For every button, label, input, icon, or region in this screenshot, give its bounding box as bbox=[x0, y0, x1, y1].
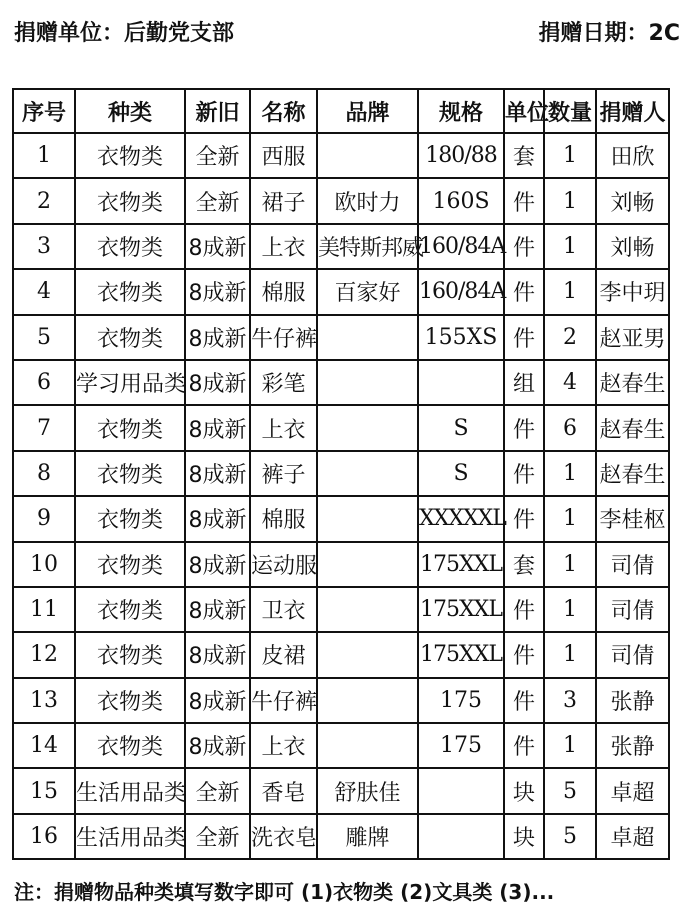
cell-quantity: 1 bbox=[544, 451, 596, 496]
table-row bbox=[13, 678, 669, 723]
cell-brand bbox=[317, 315, 418, 360]
cell-quantity: 2 bbox=[544, 315, 596, 360]
cell-brand bbox=[317, 587, 418, 632]
cell-quantity: 1 bbox=[544, 723, 596, 768]
table-row bbox=[13, 587, 669, 632]
cell-brand: 雕牌 bbox=[317, 814, 418, 859]
cell-condition: 全新 bbox=[185, 133, 250, 178]
cell-unit: 块 bbox=[504, 768, 544, 813]
cell-category: 生活用品类 bbox=[75, 768, 185, 813]
table-row bbox=[13, 814, 669, 859]
cell-donor: 司倩 bbox=[596, 542, 669, 587]
cell-unit: 件 bbox=[504, 723, 544, 768]
cell-condition: 8成新 bbox=[185, 678, 250, 723]
cell-brand bbox=[317, 723, 418, 768]
cell-donor: 司倩 bbox=[596, 632, 669, 677]
table-row bbox=[13, 768, 669, 813]
cell-condition: 8成新 bbox=[185, 224, 250, 269]
table-header-row bbox=[13, 89, 669, 133]
cell-brand: 百家好 bbox=[317, 269, 418, 314]
cell-unit: 件 bbox=[504, 405, 544, 450]
cell-quantity: 1 bbox=[544, 269, 596, 314]
cell-index: 12 bbox=[13, 632, 75, 677]
col-header-quantity: 数量 bbox=[544, 89, 596, 133]
cell-unit: 件 bbox=[504, 178, 544, 223]
cell-item-name: 裙子 bbox=[250, 178, 317, 223]
cell-donor: 李中玥 bbox=[596, 269, 669, 314]
cell-condition: 8成新 bbox=[185, 451, 250, 496]
cell-index: 5 bbox=[13, 315, 75, 360]
cell-brand bbox=[317, 133, 418, 178]
cell-category: 衣物类 bbox=[75, 496, 185, 541]
table-row bbox=[13, 269, 669, 314]
cell-brand bbox=[317, 632, 418, 677]
cell-unit: 组 bbox=[504, 360, 544, 405]
cell-size: XXXXXL bbox=[418, 496, 504, 541]
cell-brand bbox=[317, 678, 418, 723]
cell-size: 175 bbox=[418, 723, 504, 768]
col-header-category: 种类 bbox=[75, 89, 185, 133]
cell-quantity: 6 bbox=[544, 405, 596, 450]
cell-category: 衣物类 bbox=[75, 678, 185, 723]
donation-table bbox=[12, 88, 670, 860]
cell-donor: 赵春生 bbox=[596, 360, 669, 405]
cell-unit: 件 bbox=[504, 496, 544, 541]
cell-condition: 8成新 bbox=[185, 360, 250, 405]
cell-category: 衣物类 bbox=[75, 542, 185, 587]
cell-index: 11 bbox=[13, 587, 75, 632]
cell-condition: 全新 bbox=[185, 768, 250, 813]
cell-category: 衣物类 bbox=[75, 723, 185, 768]
cell-size bbox=[418, 360, 504, 405]
cell-donor: 田欣 bbox=[596, 133, 669, 178]
cell-category: 学习用品类 bbox=[75, 360, 185, 405]
cell-unit: 件 bbox=[504, 587, 544, 632]
cell-unit: 件 bbox=[504, 224, 544, 269]
cell-size: 155XS bbox=[418, 315, 504, 360]
cell-donor: 赵春生 bbox=[596, 405, 669, 450]
cell-unit: 件 bbox=[504, 678, 544, 723]
cell-size: 175XXL bbox=[418, 542, 504, 587]
table-row bbox=[13, 315, 669, 360]
table-row bbox=[13, 133, 669, 178]
cell-item-name: 西服 bbox=[250, 133, 317, 178]
cell-size: S bbox=[418, 405, 504, 450]
cell-item-name: 香皂 bbox=[250, 768, 317, 813]
cell-category: 衣物类 bbox=[75, 133, 185, 178]
cell-index: 14 bbox=[13, 723, 75, 768]
cell-item-name: 运动服 bbox=[250, 542, 317, 587]
cell-donor: 赵亚男 bbox=[596, 315, 669, 360]
col-header-index: 序号 bbox=[13, 89, 75, 133]
cell-category: 衣物类 bbox=[75, 451, 185, 496]
cell-index: 7 bbox=[13, 405, 75, 450]
cell-index: 13 bbox=[13, 678, 75, 723]
cell-condition: 8成新 bbox=[185, 496, 250, 541]
col-header-size: 规格 bbox=[418, 89, 504, 133]
cell-condition: 8成新 bbox=[185, 315, 250, 360]
cell-index: 1 bbox=[13, 133, 75, 178]
cell-category: 衣物类 bbox=[75, 587, 185, 632]
footnote: 注：捐赠物品种类填写数字即可 (1)衣物类 (2)文具类 (3)... bbox=[14, 880, 555, 904]
cell-item-name: 彩笔 bbox=[250, 360, 317, 405]
table-row bbox=[13, 360, 669, 405]
cell-size: 175XXL bbox=[418, 632, 504, 677]
table-row bbox=[13, 178, 669, 223]
cell-category: 衣物类 bbox=[75, 405, 185, 450]
cell-item-name: 牛仔裤 bbox=[250, 315, 317, 360]
cell-size: 160S bbox=[418, 178, 504, 223]
cell-index: 2 bbox=[13, 178, 75, 223]
cell-condition: 8成新 bbox=[185, 542, 250, 587]
cell-brand: 欧时力 bbox=[317, 178, 418, 223]
cell-brand bbox=[317, 542, 418, 587]
cell-size bbox=[418, 814, 504, 859]
cell-index: 16 bbox=[13, 814, 75, 859]
cell-index: 9 bbox=[13, 496, 75, 541]
cell-brand bbox=[317, 451, 418, 496]
table-row bbox=[13, 542, 669, 587]
cell-index: 8 bbox=[13, 451, 75, 496]
cell-condition: 8成新 bbox=[185, 723, 250, 768]
cell-brand: 舒肤佳 bbox=[317, 768, 418, 813]
cell-condition: 全新 bbox=[185, 814, 250, 859]
col-header-condition: 新旧 bbox=[185, 89, 250, 133]
cell-size: 160/84A bbox=[418, 269, 504, 314]
cell-category: 衣物类 bbox=[75, 632, 185, 677]
table-row bbox=[13, 723, 669, 768]
cell-condition: 8成新 bbox=[185, 587, 250, 632]
col-header-brand: 品牌 bbox=[317, 89, 418, 133]
cell-item-name: 卫衣 bbox=[250, 587, 317, 632]
cell-unit: 套 bbox=[504, 133, 544, 178]
cell-unit: 件 bbox=[504, 315, 544, 360]
cell-quantity: 4 bbox=[544, 360, 596, 405]
col-header-unit: 单位 bbox=[504, 89, 544, 133]
cell-unit: 块 bbox=[504, 814, 544, 859]
cell-category: 衣物类 bbox=[75, 178, 185, 223]
col-header-donor: 捐赠人 bbox=[596, 89, 669, 133]
cell-donor: 卓超 bbox=[596, 768, 669, 813]
cell-condition: 8成新 bbox=[185, 269, 250, 314]
cell-size bbox=[418, 768, 504, 813]
cell-item-name: 裤子 bbox=[250, 451, 317, 496]
cell-item-name: 上衣 bbox=[250, 224, 317, 269]
cell-item-name: 上衣 bbox=[250, 405, 317, 450]
cell-item-name: 上衣 bbox=[250, 723, 317, 768]
cell-category: 生活用品类 bbox=[75, 814, 185, 859]
cell-donor: 刘畅 bbox=[596, 224, 669, 269]
cell-size: 160/84A bbox=[418, 224, 504, 269]
cell-quantity: 5 bbox=[544, 814, 596, 859]
cell-quantity: 3 bbox=[544, 678, 596, 723]
cell-quantity: 1 bbox=[544, 632, 596, 677]
cell-quantity: 1 bbox=[544, 133, 596, 178]
cell-donor: 赵春生 bbox=[596, 451, 669, 496]
cell-donor: 司倩 bbox=[596, 587, 669, 632]
cell-item-name: 皮裙 bbox=[250, 632, 317, 677]
cell-item-name: 牛仔裤 bbox=[250, 678, 317, 723]
cell-category: 衣物类 bbox=[75, 224, 185, 269]
cell-category: 衣物类 bbox=[75, 269, 185, 314]
cell-brand: 美特斯邦威 bbox=[317, 224, 418, 269]
cell-quantity: 1 bbox=[544, 496, 596, 541]
cell-size: S bbox=[418, 451, 504, 496]
cell-condition: 8成新 bbox=[185, 405, 250, 450]
cell-item-name: 棉服 bbox=[250, 269, 317, 314]
cell-unit: 套 bbox=[504, 542, 544, 587]
cell-unit: 件 bbox=[504, 632, 544, 677]
cell-index: 4 bbox=[13, 269, 75, 314]
cell-index: 3 bbox=[13, 224, 75, 269]
cell-size: 175XXL bbox=[418, 587, 504, 632]
table-row bbox=[13, 451, 669, 496]
cell-size: 175 bbox=[418, 678, 504, 723]
table-row bbox=[13, 632, 669, 677]
cell-condition: 8成新 bbox=[185, 632, 250, 677]
cell-brand bbox=[317, 360, 418, 405]
donation-date-label: 捐赠日期：2C bbox=[538, 21, 680, 46]
cell-size: 180/88 bbox=[418, 133, 504, 178]
cell-donor: 卓超 bbox=[596, 814, 669, 859]
cell-donor: 刘畅 bbox=[596, 178, 669, 223]
cell-index: 10 bbox=[13, 542, 75, 587]
cell-unit: 件 bbox=[504, 451, 544, 496]
cell-unit: 件 bbox=[504, 269, 544, 314]
cell-brand bbox=[317, 405, 418, 450]
cell-donor: 李桂枢 bbox=[596, 496, 669, 541]
cell-quantity: 1 bbox=[544, 587, 596, 632]
table-row bbox=[13, 405, 669, 450]
cell-quantity: 1 bbox=[544, 178, 596, 223]
cell-item-name: 棉服 bbox=[250, 496, 317, 541]
cell-index: 15 bbox=[13, 768, 75, 813]
cell-quantity: 1 bbox=[544, 224, 596, 269]
cell-condition: 全新 bbox=[185, 178, 250, 223]
cell-index: 6 bbox=[13, 360, 75, 405]
cell-brand bbox=[317, 496, 418, 541]
cell-category: 衣物类 bbox=[75, 315, 185, 360]
cell-donor: 张静 bbox=[596, 723, 669, 768]
donor-unit-label: 捐赠单位：后勤党支部 bbox=[14, 21, 235, 46]
col-header-item-name: 名称 bbox=[250, 89, 317, 133]
cell-item-name: 洗衣皂 bbox=[250, 814, 317, 859]
table-row bbox=[13, 496, 669, 541]
cell-donor: 张静 bbox=[596, 678, 669, 723]
cell-quantity: 5 bbox=[544, 768, 596, 813]
table-row bbox=[13, 224, 669, 269]
cell-quantity: 1 bbox=[544, 542, 596, 587]
